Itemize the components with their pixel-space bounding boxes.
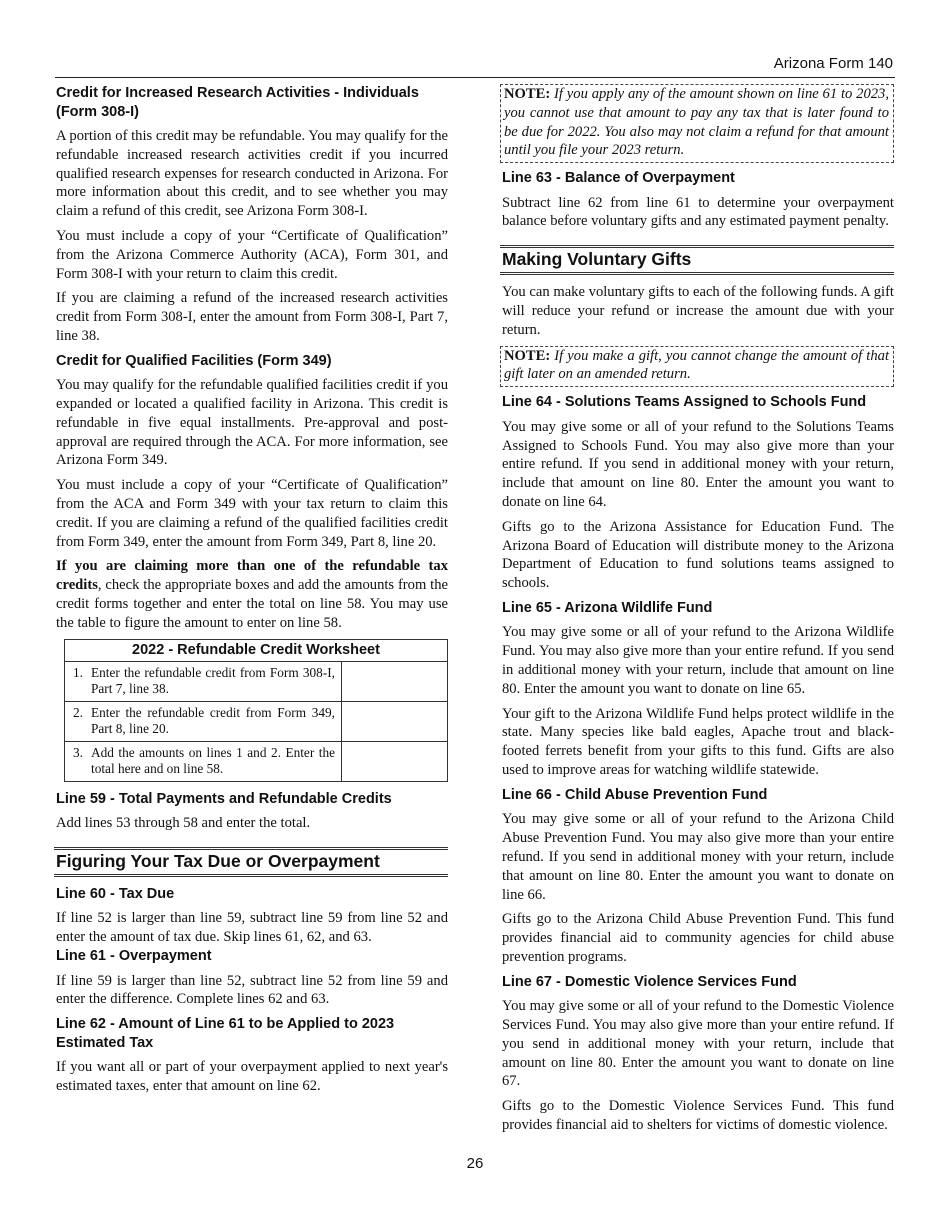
note-label: NOTE: xyxy=(504,86,551,102)
worksheet-row-number: 1. xyxy=(73,664,83,680)
worksheet-title: 2022 - Refundable Credit Worksheet xyxy=(65,639,448,661)
multiple-credits-paragraph xyxy=(56,557,448,632)
multiple-credits-bold: If you are claiming more than one of the refundable tax credits xyxy=(56,558,448,594)
line-63-heading: Line 63 - Balance of Overpayment xyxy=(502,170,735,187)
line-65-heading: Line 65 - Arizona Wildlife Fund xyxy=(502,599,713,616)
worksheet-row-number: 3. xyxy=(73,744,83,760)
line-64-heading: Line 64 - Solutions Teams Assigned to Schools Fund xyxy=(502,394,867,411)
worksheet-amount-cell-3[interactable] xyxy=(342,741,448,781)
worksheet-row xyxy=(65,661,448,701)
research-credit-heading: Credit for Increased Research Activities - Individuals (Form 308-I) xyxy=(56,85,419,120)
gifts-intro: You can make voluntary gifts to each of the following funds. A gift will reduce your refund or increase the amount due with your return. xyxy=(502,284,894,338)
refundable-credit-worksheet xyxy=(64,639,448,782)
right-column xyxy=(502,84,894,1141)
worksheet-amount-cell-1[interactable] xyxy=(342,661,448,701)
line-61-heading: Line 61 - Overpayment xyxy=(56,948,212,965)
line-66-heading: Line 66 - Child Abuse Prevention Fund xyxy=(502,786,768,803)
worksheet-row-number: 2. xyxy=(73,704,83,720)
note-gifts xyxy=(500,346,894,388)
facilities-credit-heading: Credit for Qualified Facilities (Form 349) xyxy=(56,352,332,369)
research-credit-paragraph-1: A portion of this credit may be refundable. You may qualify for the refundable increased research activities credit if you incurred qualified research expenses for research conducted in Arizona. For more information about this credit, and to see whether you may claim a refund of this credit, see Arizona Form 308-I. xyxy=(56,128,448,220)
facilities-credit-paragraph-1: You may qualify for the refundable qualified facilities credit if you expanded or located a qualified facility in Arizona. This credit is refundable in five equal installments. Pre-approval and post-approval are required through the ACA. For more information, see Arizona Form 349. xyxy=(56,377,448,469)
line-61-text: If line 59 is larger than line 52, subtract line 52 from line 59 and enter the difference. Complete lines 62 and 63. xyxy=(56,972,448,1008)
line-66-paragraph-1: You may give some or all of your refund to the Arizona Child Abuse Prevention Fund. You may also give more than your entire refund. If you send in additional money with your return, include that amount on line 80. Enter the amount you want to donate on line 66. xyxy=(502,811,894,903)
line-64-paragraph-2: Gifts go to the Arizona Assistance for Education Fund. The Arizona Board of Education will distribute money to the Arizona Department of Education to fund solutions teams assigned to schools. xyxy=(502,518,894,592)
line-63-text: Subtract line 62 from line 61 to determine your overpayment balance before voluntary gifts and any estimated payment penalty. xyxy=(502,194,894,230)
line-59-heading: Line 59 - Total Payments and Refundable Credits xyxy=(56,790,392,807)
note-label: NOTE: xyxy=(504,347,551,364)
line-67-paragraph-2: Gifts go to the Domestic Violence Services Fund. This fund provides financial aid to shelters for victims of domestic violence. xyxy=(502,1098,894,1133)
line-65-paragraph-1: You may give some or all of your refund to the Arizona Wildlife Fund. You may also give more than your entire refund. If you send in additional money with your return, include that amount on line 80. Enter the amount you want to donate on line 65. xyxy=(502,624,894,697)
worksheet-row xyxy=(65,741,448,781)
line-67-heading: Line 67 - Domestic Violence Services Fund xyxy=(502,973,797,990)
section-title-voluntary-gifts: Making Voluntary Gifts xyxy=(500,245,894,275)
line-60-heading: Line 60 - Tax Due xyxy=(56,885,175,902)
worksheet-row-text: Enter the refundable credit from Form 308-I, Part 7, line 38. xyxy=(91,664,335,697)
form-identifier: Arizona Form 140 xyxy=(773,55,893,72)
line-64-paragraph-1: You may give some or all of your refund to the Solutions Teams Assigned to Schools Fund. You may also give more than your entire refund. If you send in additional money with your return, include that amount on line 80. Enter the amount you want to donate on line 64. xyxy=(502,418,894,510)
note-text: If you make a gift, you cannot change the amount of that gift later on an amended return. xyxy=(504,347,889,383)
facilities-credit-paragraph-2: You must include a copy of your “Certificate of Qualification” from the ACA and Form 349 with your tax return to claim this credit. If you are claiming a refund of the qualified facilities credit from Form 349, enter the amount from Form 349, Part 8, line 20. xyxy=(56,477,448,550)
worksheet-row xyxy=(65,701,448,741)
header-rule xyxy=(55,77,895,78)
worksheet-amount-cell-2[interactable] xyxy=(342,701,448,741)
line-66-paragraph-2: Gifts go to the Arizona Child Abuse Prevention Fund. This fund provides financial aid to community agencies for child abuse prevention programs. xyxy=(502,911,894,965)
research-credit-paragraph-2: You must include a copy of your “Certificate of Qualification” from the Arizona Commerce Authority (ACA), Form 301, and Form 308-I with your return to claim this credit. xyxy=(56,227,448,282)
worksheet-row-text: Add the amounts on lines 1 and 2. Enter the total here and on line 58. xyxy=(91,744,335,777)
line-67-paragraph-1: You may give some or all of your refund to the Domestic Violence Services Fund. You may also give more than your entire refund. If you send in additional money with your return, include that amount on line 80. Enter the amount you want to donate on line 67. xyxy=(502,998,894,1090)
line-62-heading: Line 62 - Amount of Line 61 to be Applied to 2023 Estimated Tax xyxy=(56,1016,395,1051)
line-59-text: Add lines 53 through 58 and enter the total. xyxy=(56,815,311,832)
section-title-tax-due: Figuring Your Tax Due or Overpayment xyxy=(54,847,448,877)
line-60-text: If line 52 is larger than line 59, subtract line 59 from line 52 and enter the amount of tax due. Skip lines 61, 62, and 63. xyxy=(56,910,448,946)
research-credit-paragraph-3: If you are claiming a refund of the increased research activities credit from Form 308-I, enter the amount from Form 308-I, Part 7, line 38. xyxy=(56,290,448,344)
note-text: If you apply any of the amount shown on line 61 to 2023, you cannot use that amount to pay any tax that is later found to be due for 2022. You also may not claim a refund for that amount until you file your 2023 return. xyxy=(504,86,889,159)
worksheet-row-text: Enter the refundable credit from Form 349, Part 8, line 20. xyxy=(91,704,335,737)
page-number: 26 xyxy=(466,1155,484,1172)
multiple-credits-rest: , check the appropriate boxes and add the amounts from the credit forms together and enter the total on line 58. You may use the table to figure the amount to enter on line 58. xyxy=(56,577,448,631)
left-column xyxy=(56,84,448,1102)
line-65-paragraph-2: Your gift to the Arizona Wildlife Fund helps protect wildlife in the state. Many species like bald eagles, Apache trout and black-footed ferrets benefit from your gifts to this fund. Gifts are also used to improve areas for watching wildlife statewide. xyxy=(502,705,894,779)
note-line-61 xyxy=(500,84,894,163)
line-62-text: If you want all or part of your overpayment applied to next year's estimated taxes, enter that amount on line 62. xyxy=(56,1059,448,1094)
